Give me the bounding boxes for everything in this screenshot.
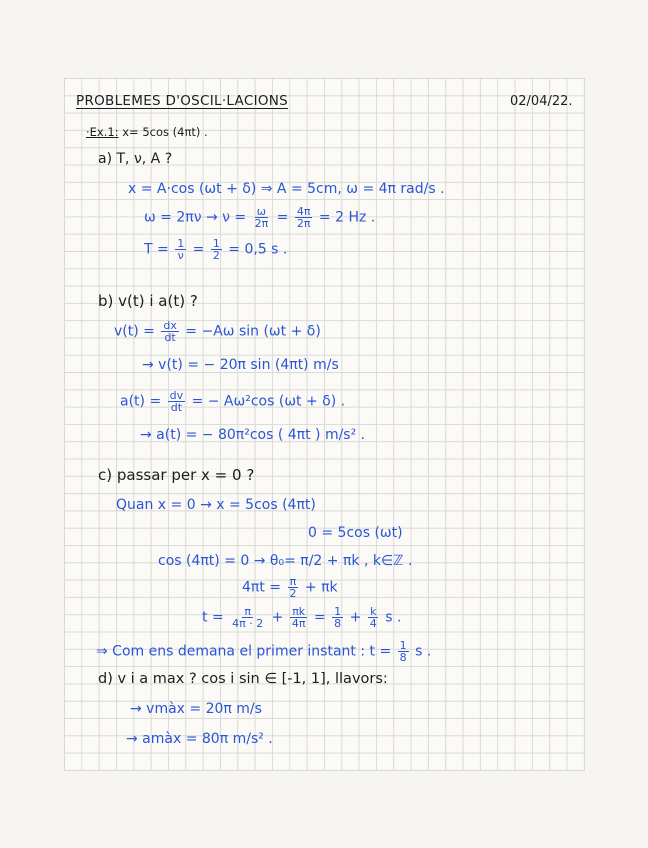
part-c-conclusion: [96, 640, 431, 663]
part-c-line-5: [202, 606, 401, 629]
acceleration-rhs: = − Aω²cos (ωt + δ) .: [187, 393, 346, 410]
fraction-numerator: 4π: [296, 205, 311, 218]
fraction-numerator: π: [244, 605, 251, 618]
fraction-1-over-8: [398, 640, 409, 663]
fraction-numerator: πk: [292, 605, 306, 618]
fraction-numerator: k: [370, 605, 377, 618]
fraction-numerator: 1: [399, 639, 407, 652]
fraction-omega-over-2pi: [253, 206, 271, 229]
fraction-numerator: 1: [334, 605, 342, 618]
part-a-line-1: x = A·cos (ωt + δ) ⇒ A = 5cm, ω = 4π rad/s .: [128, 181, 445, 197]
fraction-1-over-2: [211, 238, 222, 261]
part-c-line-4-rhs: + πk: [300, 579, 338, 596]
exercise-statement: [86, 123, 208, 141]
fraction-denominator: dt: [164, 331, 176, 344]
part-c-line-5-lhs: t =: [202, 609, 229, 626]
fraction-denominator: 8: [399, 651, 407, 664]
velocity-lhs: v(t) =: [114, 323, 160, 340]
part-b-velocity-definition: [114, 320, 321, 343]
part-c-line-2: 0 = 5cos (ωt): [308, 525, 403, 541]
fraction-pik-over-4pi: [290, 606, 308, 629]
part-d-acceleration-max: → amàx = 80π m/s² .: [126, 731, 273, 747]
part-d-question: d) v i a max ? cos i sin ∈ [-1, 1], llavors:: [98, 671, 388, 687]
part-b-acceleration-definition: [120, 390, 345, 413]
part-b-velocity-result: → v(t) = − 20π sin (4πt) m/s: [142, 357, 339, 373]
fraction-numerator: π: [289, 575, 297, 588]
exercise-equation: x= 5cos (4πt) .: [122, 125, 208, 139]
fraction-numerator: 1: [212, 237, 220, 250]
velocity-rhs: = −Aω sin (ωt + δ): [180, 323, 321, 340]
equals-sign: =: [188, 241, 209, 258]
page-title: PROBLEMES D'OSCIL·LACIONS: [76, 93, 289, 109]
fraction-dv-over-dt: [168, 390, 186, 413]
fraction-denominator: 2: [212, 249, 220, 262]
part-a-question: a) T, ν, A ?: [98, 151, 173, 167]
fraction-denominator: 4π · 2: [232, 617, 264, 630]
part-c-conclusion-rhs: s .: [410, 643, 432, 660]
part-b-question: b) v(t) i a(t) ?: [98, 292, 198, 310]
part-d-velocity-max: → vmàx = 20π m/s: [130, 701, 262, 717]
part-a-line-2-rhs: = 2 Hz .: [314, 209, 376, 226]
fraction-4pi-over-2pi: [295, 206, 313, 229]
part-c-question: c) passar per x = 0 ?: [98, 466, 255, 484]
fraction-denominator: ν: [177, 249, 184, 262]
fraction-1-over-nu: [175, 238, 186, 261]
acceleration-lhs: a(t) =: [120, 393, 166, 410]
part-b-acceleration-result: → a(t) = − 80π²cos ( 4πt ) m/s² .: [140, 427, 366, 443]
plus-sign: +: [345, 609, 366, 626]
fraction-dx-over-dt: [161, 320, 179, 343]
fraction-denominator: 2π: [296, 217, 311, 230]
equals-sign: =: [272, 209, 293, 226]
page-date: 02/04/22.: [510, 94, 573, 109]
part-c-line-4-lhs: 4πt =: [242, 579, 286, 596]
fraction-numerator: dx: [163, 319, 177, 332]
fraction-pi-over-8pi: [230, 606, 265, 629]
part-a-line-3: [144, 238, 287, 261]
equals-sign: =: [309, 609, 331, 626]
fraction-denominator: 2: [289, 587, 297, 600]
fraction-numerator: 1: [177, 237, 185, 250]
exercise-label: ·Ex.1:: [86, 125, 119, 139]
grid-paper-sheet: [64, 78, 585, 771]
part-a-line-2: [144, 206, 375, 229]
fraction-denominator: dt: [170, 401, 183, 414]
part-a-line-3-rhs: = 0,5 s .: [223, 241, 288, 258]
part-c-line-5-rhs: s .: [380, 609, 402, 626]
part-a-line-2-lhs: ω = 2πν → ν =: [144, 209, 251, 226]
fraction-1-over-8: [332, 606, 343, 629]
part-c-line-1: Quan x = 0 → x = 5cos (4πt): [116, 497, 316, 513]
part-a-line-3-lhs: T =: [144, 241, 174, 258]
plus-sign: +: [267, 609, 288, 626]
fraction-denominator: 4: [369, 617, 377, 630]
part-c-conclusion-lhs: ⇒ Com ens demana el primer instant : t =: [96, 643, 396, 660]
part-c-line-4: [242, 576, 338, 599]
fraction-denominator: 8: [334, 617, 342, 630]
fraction-pi-over-2: [287, 576, 298, 599]
fraction-numerator: dv: [169, 389, 184, 402]
fraction-denominator: 2π: [254, 217, 269, 230]
fraction-numerator: ω: [256, 205, 267, 218]
part-c-line-3: cos (4πt) = 0 → θ₀= π/2 + πk , k∈ℤ .: [158, 553, 413, 569]
fraction-denominator: 4π: [291, 617, 306, 630]
fraction-k-over-4: [368, 606, 379, 629]
